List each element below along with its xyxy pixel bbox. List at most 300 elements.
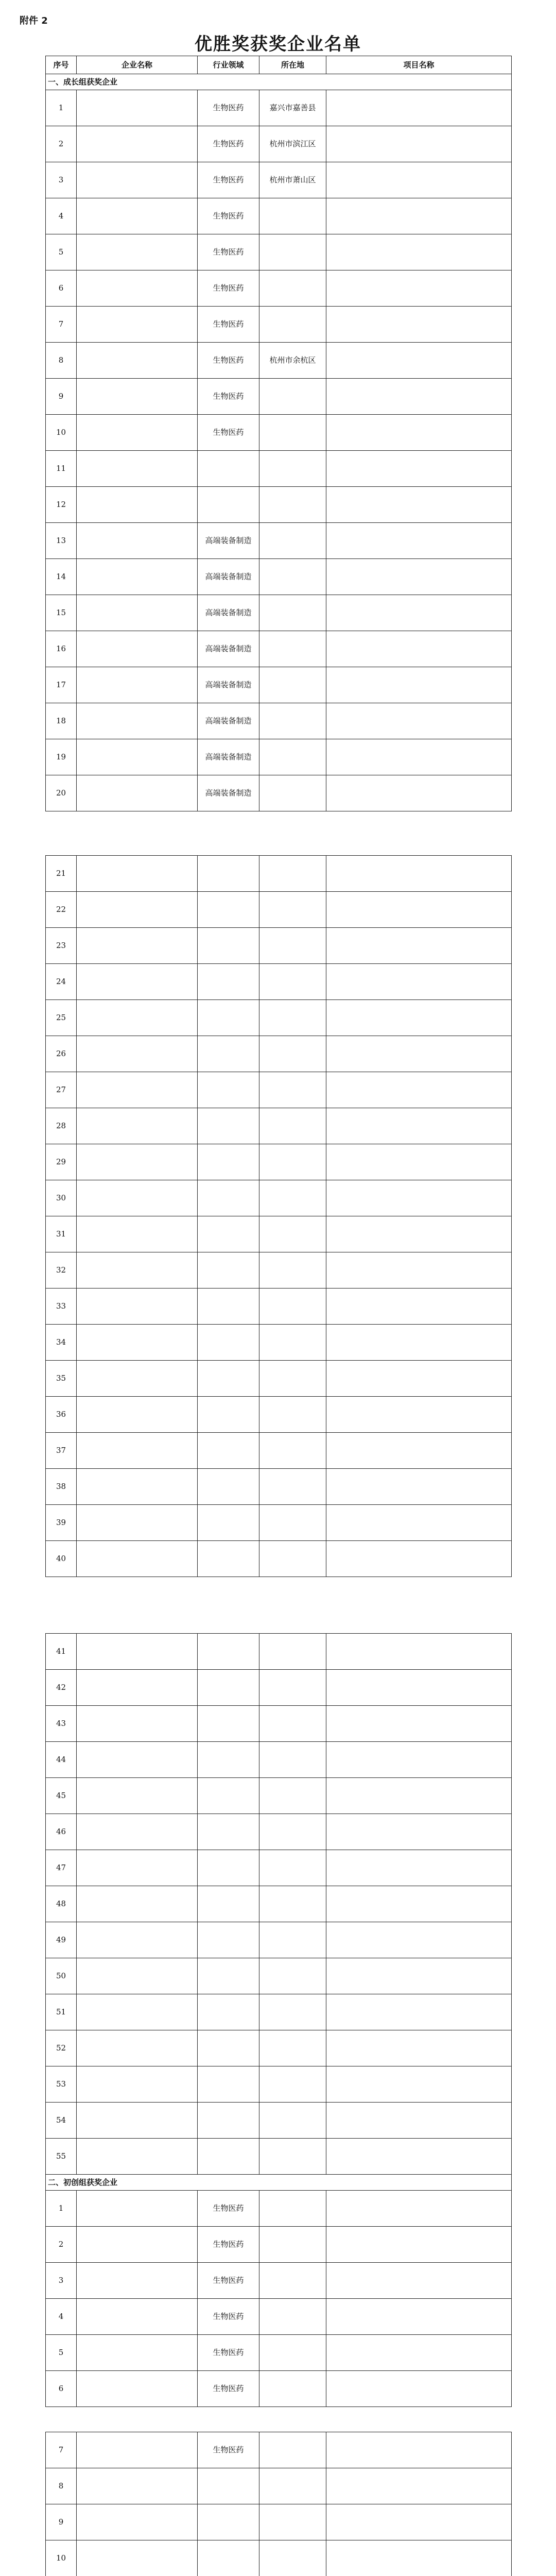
industry-field [198,2066,259,2103]
location [259,1180,326,1216]
industry-field [198,2103,259,2139]
table-header-row [46,56,512,74]
industry-field: 生物医药 [198,198,259,234]
table-row [46,1706,512,1742]
company-name [77,270,198,307]
company-name [77,523,198,559]
project-name [326,1850,512,1886]
company-name [77,928,198,964]
location [259,1742,326,1778]
industry-field [198,1994,259,2030]
project-name [326,703,512,739]
row-number: 4 [46,198,77,234]
company-name [77,2227,198,2263]
table-row [46,2540,512,2576]
table-row [46,2103,512,2139]
industry-field [198,1216,259,1252]
location [259,2103,326,2139]
table-row [46,1433,512,1469]
row-number: 33 [46,1289,77,1325]
company-name [77,1216,198,1252]
table-row [46,631,512,667]
project-name [326,856,512,892]
industry-field [198,1958,259,1994]
row-number: 32 [46,1252,77,1289]
project-name [326,451,512,487]
table-row [46,379,512,415]
table-row [46,1469,512,1505]
company-name [77,1397,198,1433]
industry-field [198,1850,259,1886]
table-row [46,667,512,703]
industry-field [198,892,259,928]
project-name [326,1541,512,1577]
column-header: 序号 [46,56,77,74]
location [259,1994,326,2030]
project-name [326,307,512,343]
table-row [46,1361,512,1397]
project-name [326,775,512,811]
location [259,1433,326,1469]
project-name [326,234,512,270]
industry-field [198,1505,259,1541]
project-name [326,126,512,162]
table-row [46,90,512,126]
project-name [326,1469,512,1505]
awardee-table [45,1633,512,2407]
project-name [326,595,512,631]
row-number: 38 [46,1469,77,1505]
table-row [46,2191,512,2227]
company-name [77,892,198,928]
location [259,1252,326,1289]
company-name [77,1850,198,1886]
company-name [77,1000,198,1036]
project-name [326,2468,512,2504]
row-number: 8 [46,343,77,379]
industry-field [198,1325,259,1361]
row-number: 22 [46,892,77,928]
column-header: 项目名称 [326,56,512,74]
project-name [326,198,512,234]
location [259,892,326,928]
company-name [77,1634,198,1670]
table-row [46,1742,512,1778]
table-row [46,2504,512,2540]
table-row [46,1505,512,1541]
column-header: 企业名称 [77,56,198,74]
location [259,667,326,703]
location [259,487,326,523]
location [259,1072,326,1108]
location [259,2540,326,2576]
location [259,1325,326,1361]
location [259,2299,326,2335]
table-row [46,2066,512,2103]
table-row [46,739,512,775]
industry-field [198,1289,259,1325]
row-number: 27 [46,1072,77,1108]
location [259,2263,326,2299]
location [259,1541,326,1577]
row-number: 52 [46,2030,77,2066]
location [259,631,326,667]
row-number: 37 [46,1433,77,1469]
project-name [326,2432,512,2468]
industry-field: 高端装备制造 [198,595,259,631]
table-row [46,1144,512,1180]
table-row [46,2263,512,2299]
project-name [326,90,512,126]
project-name [326,1361,512,1397]
location [259,2504,326,2540]
industry-field: 生物医药 [198,2263,259,2299]
table-row [46,595,512,631]
table-row [46,1886,512,1922]
industry-field: 高端装备制造 [198,703,259,739]
industry-field [198,1036,259,1072]
industry-field [198,2468,259,2504]
row-number: 50 [46,1958,77,1994]
location [259,2191,326,2227]
company-name [77,703,198,739]
row-number: 47 [46,1850,77,1886]
section-heading-row [46,74,512,90]
project-name [326,1670,512,1706]
table-row [46,1814,512,1850]
table-row [46,1541,512,1577]
location [259,595,326,631]
industry-field: 高端装备制造 [198,739,259,775]
company-name [77,1289,198,1325]
company-name [77,451,198,487]
company-name [77,856,198,892]
industry-field: 生物医药 [198,2227,259,2263]
row-number: 40 [46,1541,77,1577]
location [259,1922,326,1958]
company-name [77,2066,198,2103]
row-number: 53 [46,2066,77,2103]
project-name [326,1180,512,1216]
company-name [77,1958,198,1994]
project-name [326,1325,512,1361]
industry-field [198,1180,259,1216]
industry-field: 生物医药 [198,415,259,451]
row-number: 21 [46,856,77,892]
company-name [77,1670,198,1706]
company-name [77,1144,198,1180]
project-name [326,2540,512,2576]
location [259,2432,326,2468]
company-name [77,307,198,343]
location [259,1361,326,1397]
company-name [77,2263,198,2299]
industry-field [198,1108,259,1144]
company-name [77,667,198,703]
row-number: 44 [46,1742,77,1778]
location [259,1144,326,1180]
project-name [326,1922,512,1958]
company-name [77,775,198,811]
industry-field [198,1072,259,1108]
row-number: 4 [46,2299,77,2335]
row-number: 2 [46,2227,77,2263]
industry-field: 生物医药 [198,234,259,270]
table-row [46,2030,512,2066]
company-name [77,2139,198,2175]
row-number: 55 [46,2139,77,2175]
company-name [77,2540,198,2576]
location [259,451,326,487]
location: 嘉兴市嘉善县 [259,90,326,126]
column-header: 所在地 [259,56,326,74]
row-number: 36 [46,1397,77,1433]
company-name [77,2504,198,2540]
project-name [326,2335,512,2371]
location [259,928,326,964]
row-number: 14 [46,559,77,595]
table-row [46,343,512,379]
table-row [46,2432,512,2468]
industry-field [198,1742,259,1778]
table-row [46,2371,512,2407]
section-heading-row [46,2175,512,2191]
attachment-label: 附件 2 [20,15,48,26]
company-name [77,1922,198,1958]
project-name [326,2191,512,2227]
company-name [77,2103,198,2139]
industry-field [198,856,259,892]
industry-field: 生物医药 [198,307,259,343]
location [259,307,326,343]
location [259,1886,326,1922]
location [259,1108,326,1144]
company-name [77,1778,198,1814]
company-name [77,198,198,234]
row-number: 41 [46,1634,77,1670]
location [259,1397,326,1433]
industry-field [198,1886,259,1922]
company-name [77,1325,198,1361]
company-name [77,1361,198,1397]
industry-field [198,1706,259,1742]
company-name [77,234,198,270]
project-name [326,1706,512,1742]
location [259,2335,326,2371]
project-name [326,379,512,415]
project-name [326,667,512,703]
industry-field: 生物医药 [198,126,259,162]
industry-field [198,2139,259,2175]
company-name [77,2191,198,2227]
location [259,1706,326,1742]
project-name [326,1994,512,2030]
location [259,270,326,307]
row-number: 2 [46,126,77,162]
project-name [326,2066,512,2103]
table-row [46,2468,512,2504]
row-number: 16 [46,631,77,667]
row-number: 6 [46,2371,77,2407]
industry-field [198,1670,259,1706]
section-heading: 二、初创组获奖企业 [46,2175,512,2191]
company-name [77,595,198,631]
table-row [46,928,512,964]
project-name [326,1108,512,1144]
company-name [77,2432,198,2468]
table-row [46,1000,512,1036]
row-number: 5 [46,2335,77,2371]
industry-field [198,1252,259,1289]
project-name [326,1778,512,1814]
project-name [326,1814,512,1850]
row-number: 7 [46,307,77,343]
project-name [326,1958,512,1994]
table-row [46,1036,512,1072]
industry-field [198,2030,259,2066]
table-row [46,1850,512,1886]
location [259,1778,326,1814]
industry-field: 高端装备制造 [198,631,259,667]
project-name [326,964,512,1000]
industry-field [198,1469,259,1505]
project-name [326,892,512,928]
row-number: 43 [46,1706,77,1742]
project-name [326,1742,512,1778]
project-name [326,1252,512,1289]
company-name [77,1994,198,2030]
company-name [77,1433,198,1469]
company-name [77,2299,198,2335]
table-row [46,1994,512,2030]
company-name [77,1180,198,1216]
project-name [326,162,512,198]
industry-field [198,1361,259,1397]
location [259,2066,326,2103]
table-row [46,198,512,234]
project-name [326,1000,512,1036]
row-number: 34 [46,1325,77,1361]
project-name [326,1505,512,1541]
table-row [46,2335,512,2371]
industry-field: 生物医药 [198,2335,259,2371]
industry-field [198,2540,259,2576]
table-row [46,1670,512,1706]
location [259,964,326,1000]
table-row [46,451,512,487]
location [259,2468,326,2504]
project-name [326,1036,512,1072]
industry-field [198,1922,259,1958]
row-number: 31 [46,1216,77,1252]
table-row [46,1325,512,1361]
project-name [326,1289,512,1325]
company-name [77,343,198,379]
row-number: 1 [46,2191,77,2227]
table-row [46,1072,512,1108]
location [259,1814,326,1850]
table-row [46,1634,512,1670]
industry-field [198,451,259,487]
industry-field: 生物医药 [198,270,259,307]
location [259,198,326,234]
table-row [46,126,512,162]
table-row [46,415,512,451]
project-name [326,2139,512,2175]
location [259,1505,326,1541]
project-name [326,523,512,559]
industry-field [198,1433,259,1469]
industry-field [198,928,259,964]
row-number: 26 [46,1036,77,1072]
industry-field [198,2504,259,2540]
location [259,234,326,270]
industry-field: 生物医药 [198,2299,259,2335]
row-number: 6 [46,270,77,307]
location [259,1216,326,1252]
industry-field: 生物医药 [198,2191,259,2227]
location [259,739,326,775]
table-row [46,1397,512,1433]
table-row [46,307,512,343]
row-number: 15 [46,595,77,631]
table-row [46,523,512,559]
industry-field [198,1814,259,1850]
company-name [77,162,198,198]
industry-field: 生物医药 [198,343,259,379]
project-name [326,487,512,523]
awardee-table [45,2432,512,2576]
company-name [77,1252,198,1289]
project-name [326,1144,512,1180]
row-number: 46 [46,1814,77,1850]
row-number: 24 [46,964,77,1000]
industry-field: 生物医药 [198,90,259,126]
industry-field [198,1397,259,1433]
company-name [77,1814,198,1850]
table-row [46,234,512,270]
project-name [326,2227,512,2263]
row-number: 51 [46,1994,77,2030]
table-row [46,1922,512,1958]
row-number: 11 [46,451,77,487]
location [259,856,326,892]
awardee-table [45,56,512,811]
row-number: 39 [46,1505,77,1541]
company-name [77,2371,198,2407]
row-number: 49 [46,1922,77,1958]
project-name [326,2371,512,2407]
table-row [46,559,512,595]
industry-field [198,1541,259,1577]
location [259,2371,326,2407]
table-row [46,1252,512,1289]
location [259,2030,326,2066]
location [259,2227,326,2263]
project-name [326,2103,512,2139]
project-name [326,343,512,379]
project-name [326,739,512,775]
row-number: 30 [46,1180,77,1216]
industry-field [198,1634,259,1670]
project-name [326,270,512,307]
industry-field: 高端装备制造 [198,523,259,559]
location [259,2139,326,2175]
column-header: 行业领域 [198,56,259,74]
company-name [77,487,198,523]
section-heading: 一、成长组获奖企业 [46,74,512,90]
project-name [326,1433,512,1469]
